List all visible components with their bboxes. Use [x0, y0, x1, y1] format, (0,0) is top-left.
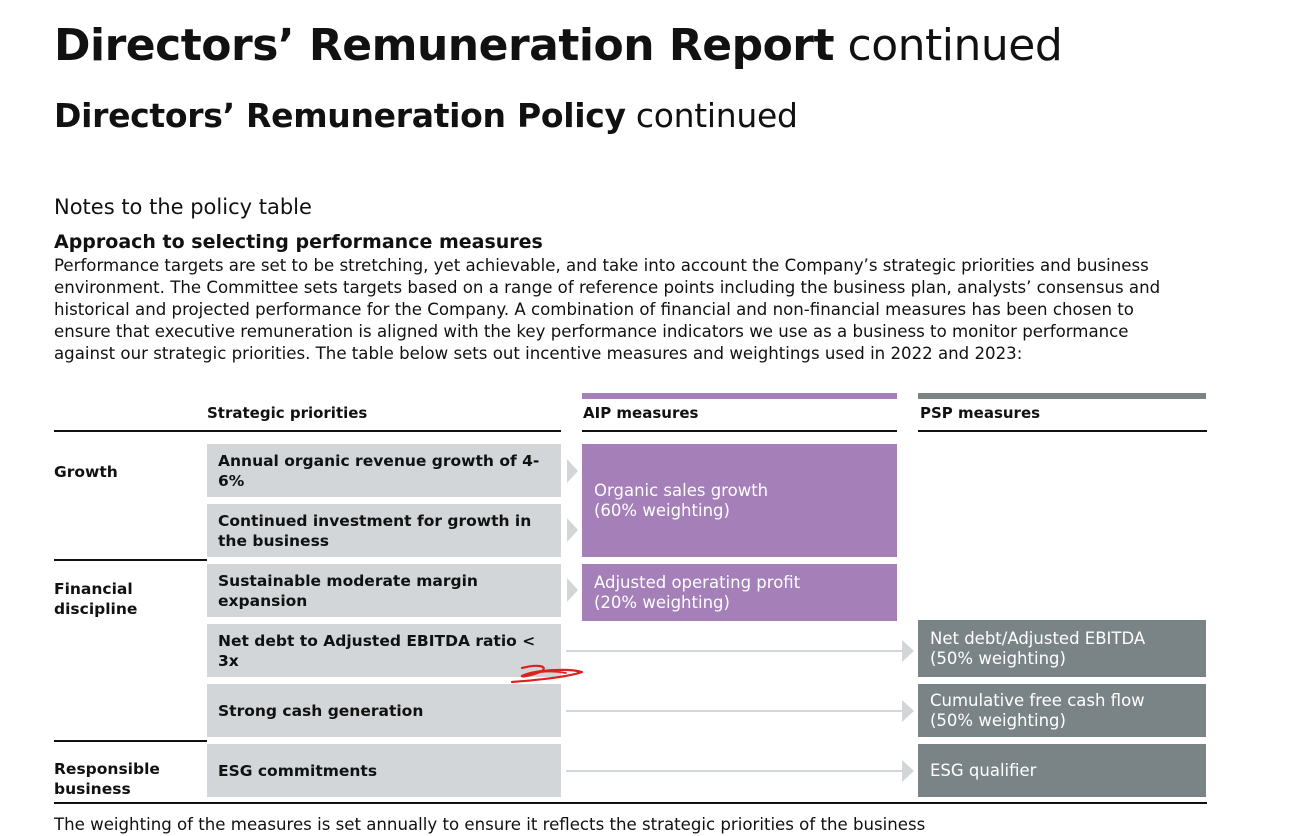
intro-line: against our strategic priorities. The table below sets out incentive measures and weightings used in 2022 and 2023:	[54, 344, 1023, 363]
arrow-right-icon	[902, 700, 914, 722]
row-label-growth: Growth	[54, 463, 118, 481]
aip-measure-text: Organic sales growth (60% weighting)	[594, 480, 769, 520]
aip-organic-sales-growth	[582, 444, 897, 557]
aip-adjusted-operating-profit	[582, 564, 897, 621]
table-bottom-rule	[54, 802, 1207, 804]
priority-text: Strong cash generation	[218, 701, 424, 720]
intro-line: historical and projected performance for the Company. A combination of financial and non-financial measures has been chosen to	[54, 300, 1134, 319]
priority-text: Annual organic revenue growth of 4-6%	[218, 451, 540, 490]
priority-esg-commitments	[207, 744, 561, 797]
connector-line	[566, 650, 902, 652]
approach-heading: Approach to selecting performance measures	[54, 231, 543, 253]
priority-investment-for-growth	[207, 504, 561, 557]
header-rule-aip	[582, 430, 897, 432]
arrow-right-icon	[902, 640, 914, 662]
psp-net-debt-ebitda	[918, 620, 1206, 677]
annotation-scribble	[508, 662, 588, 688]
psp-measure-text: Cumulative free cash flow (50% weighting)	[930, 690, 1145, 730]
header-aip-measures: AIP measures	[583, 404, 699, 422]
priority-cash-generation	[207, 684, 561, 737]
chevron-right-icon	[567, 459, 578, 483]
header-rule-psp	[918, 430, 1207, 432]
row-label-financial-discipline: Financial discipline	[54, 580, 138, 618]
priority-organic-revenue-growth	[207, 444, 561, 497]
psp-esg-qualifier	[918, 744, 1206, 797]
psp-cumulative-free-cash-flow	[918, 684, 1206, 737]
header-psp-measures: PSP measures	[920, 404, 1041, 422]
policy-subtitle	[54, 94, 798, 138]
psp-measure-text: Net debt/Adjusted EBITDA (50% weighting)	[930, 628, 1146, 668]
intro-line: ensure that executive remuneration is aligned with the key performance indicators we use as a business to monitor performance	[54, 322, 1129, 341]
connector-line	[566, 710, 902, 712]
connector-line	[566, 770, 902, 772]
psp-measure-text: ESG qualifier	[930, 760, 1037, 780]
priority-text: ESG commitments	[218, 761, 378, 780]
header-strategic-priorities: Strategic priorities	[207, 404, 368, 422]
intro-line: Performance targets are set to be stretching, yet achievable, and take into account the Company’s strategic priorities and business	[54, 256, 1149, 275]
report-title-suffix: continued	[834, 20, 1063, 71]
aip-color-bar	[582, 393, 897, 399]
report-title	[54, 16, 1062, 76]
priority-margin-expansion	[207, 564, 561, 617]
policy-subtitle-main: Directors’ Remuneration Policy	[54, 96, 626, 135]
policy-subtitle-suffix: continued	[625, 96, 798, 135]
intro-paragraph	[54, 255, 1194, 365]
header-rule-strategic	[54, 430, 561, 432]
chevron-right-icon	[567, 518, 578, 542]
notes-heading: Notes to the policy table	[54, 195, 312, 219]
row-label-responsible-business: Responsible business	[54, 760, 160, 798]
arrow-right-icon	[902, 760, 914, 782]
priority-text: Sustainable moderate margin expansion	[218, 571, 478, 610]
chevron-right-icon	[567, 578, 578, 602]
aip-measure-text: Adjusted operating profit (20% weighting)	[594, 572, 801, 612]
priority-text: Net debt to Adjusted EBITDA ratio < 3x	[218, 631, 536, 670]
report-title-main: Directors’ Remuneration Report	[54, 20, 835, 71]
psp-color-bar	[918, 393, 1206, 399]
intro-line: environment. The Committee sets targets based on a range of reference points including the business plan, analysts’ consensus and	[54, 278, 1161, 297]
priority-text: Continued investment for growth in the business	[218, 511, 532, 550]
row-separator	[54, 740, 207, 742]
row-separator	[54, 559, 207, 561]
footer-cutoff-text: The weighting of the measures is set annually to ensure it reflects the strategic priorities of the business	[54, 815, 926, 834]
